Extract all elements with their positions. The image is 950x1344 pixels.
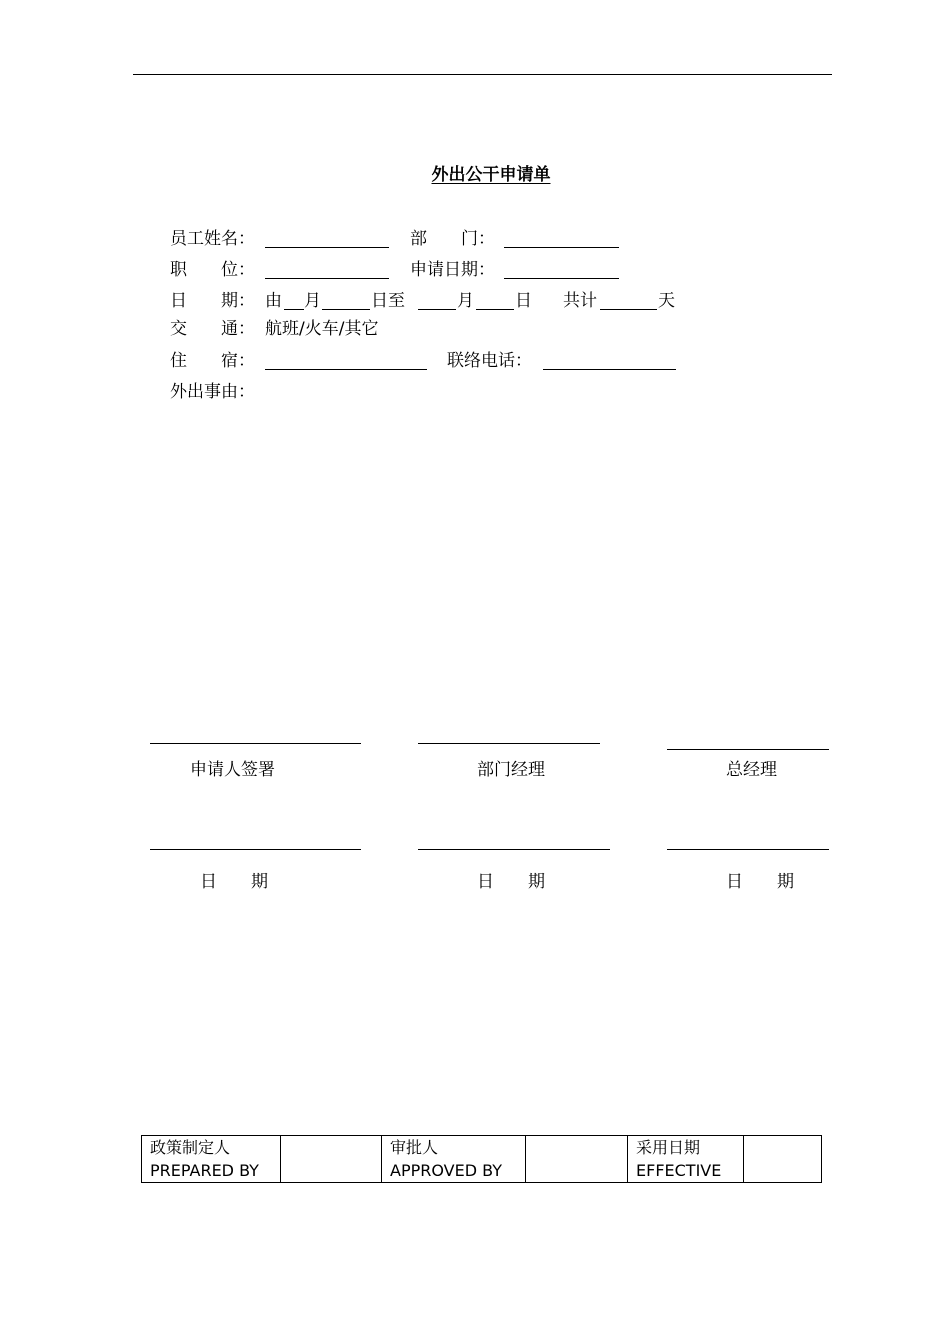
month-text-1: 月 [304, 291, 321, 311]
transport-label: 交 通： [170, 319, 255, 339]
header-rule [133, 74, 832, 75]
gm-signature-line[interactable] [667, 749, 829, 750]
from-day-blank[interactable] [322, 309, 370, 310]
lodging-label: 住 宿： [170, 351, 255, 371]
department-label: 部 门： [410, 229, 495, 249]
approved-by-value-cell[interactable] [526, 1136, 628, 1183]
to-month-blank[interactable] [418, 309, 456, 310]
effective-value-cell[interactable] [744, 1136, 822, 1183]
position-label: 职 位： [170, 260, 255, 280]
prepared-by-en: PREPARED BY [150, 1161, 259, 1180]
general-manager-label: 总经理 [726, 760, 777, 780]
transport-options: 航班/火车/其它 [265, 319, 379, 339]
effective-cn: 采用日期 [636, 1138, 701, 1157]
effective-cell [628, 1136, 744, 1183]
prepared-by-value-cell[interactable] [281, 1136, 382, 1183]
reason-label: 外出事由： [170, 382, 255, 402]
approved-by-cell [382, 1136, 526, 1183]
total-days-blank[interactable] [600, 309, 657, 310]
applicant-signature-label: 申请人签署 [190, 760, 275, 780]
employee-name-label: 员工姓名： [170, 229, 255, 249]
lodging-blank[interactable] [265, 369, 427, 370]
applicant-date-line[interactable] [150, 849, 361, 850]
month-text-2: 月 [457, 291, 474, 311]
phone-label: 联络电话： [447, 351, 532, 371]
to-day-blank[interactable] [476, 309, 514, 310]
prepared-by-cell [142, 1136, 281, 1183]
dept-manager-label: 部门经理 [477, 760, 545, 780]
days-unit-text: 天 [658, 291, 675, 311]
date-from-text: 由 [265, 291, 282, 311]
prepared-by-cn: 政策制定人 [150, 1138, 231, 1157]
effective-en: EFFECTIVE [636, 1161, 722, 1180]
dept-manager-signature-line[interactable] [418, 743, 600, 744]
applicant-signature-line[interactable] [150, 743, 361, 744]
form-title: 外出公干申请单 [431, 165, 551, 185]
position-blank[interactable] [265, 278, 389, 279]
apply-date-label: 申请日期： [410, 260, 495, 280]
gm-date-label: 日 期 [726, 872, 794, 892]
apply-date-blank[interactable] [504, 278, 619, 279]
date-label: 日 期： [170, 291, 255, 311]
from-month-blank[interactable] [284, 309, 304, 310]
total-text: 共计 [563, 291, 597, 311]
approved-by-en: APPROVED BY [390, 1161, 503, 1180]
day-to-text: 日至 [371, 291, 405, 311]
employee-name-blank[interactable] [265, 247, 389, 248]
approval-table [141, 1135, 822, 1183]
dept-manager-date-label: 日 期 [477, 872, 545, 892]
applicant-date-label: 日 期 [200, 872, 268, 892]
department-blank[interactable] [504, 247, 619, 248]
approved-by-cn: 审批人 [390, 1138, 439, 1157]
dept-manager-date-line[interactable] [418, 849, 610, 850]
gm-date-line[interactable] [667, 849, 829, 850]
day-text-2: 日 [515, 291, 532, 311]
phone-blank[interactable] [543, 369, 676, 370]
